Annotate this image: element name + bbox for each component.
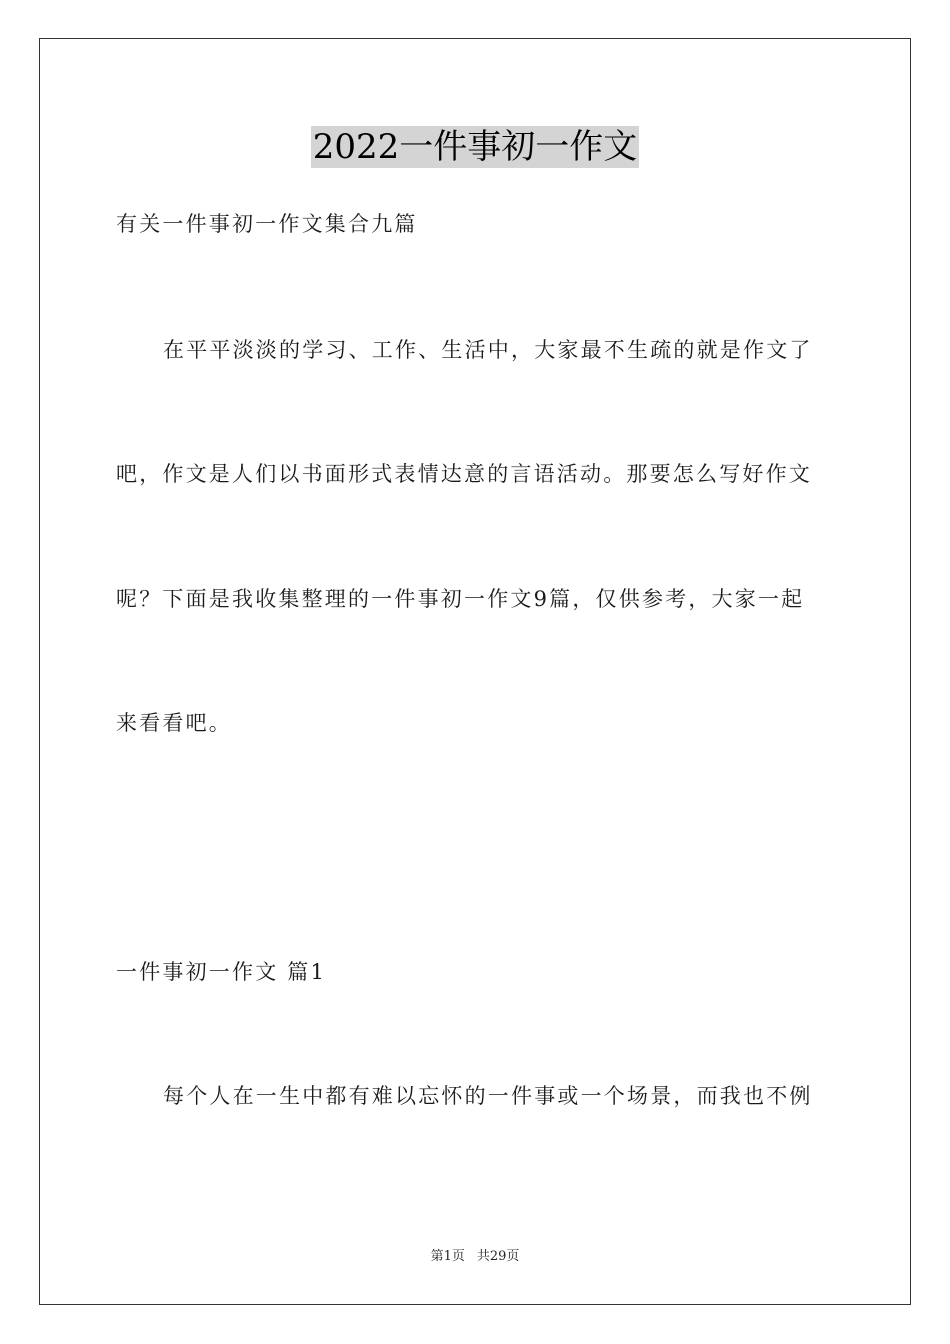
intro-line-3: 呢？下面是我收集整理的一件事初一作文9篇，仅供参考，大家一起 xyxy=(116,587,805,611)
section-heading: 一件事初一作文 篇1 xyxy=(116,960,327,984)
document-title-container xyxy=(0,126,950,168)
page-footer xyxy=(0,1248,950,1266)
intro-line-2: 吧，作文是人们以书面形式表情达意的言语活动。那要怎么写好作文 xyxy=(116,462,812,486)
intro-line-4: 来看看吧。 xyxy=(116,711,232,735)
page-number-total: 共29页 xyxy=(476,1249,520,1264)
document-title: 2022一件事初一作文 xyxy=(312,127,638,167)
section-first-line: 每个人在一生中都有难以忘怀的一件事或一个场景，而我也不例 xyxy=(163,1084,813,1108)
document-subtitle: 有关一件事初一作文集合九篇 xyxy=(116,212,418,236)
page-number-current: 第1页 xyxy=(430,1249,465,1264)
intro-line-1: 在平平淡淡的学习、工作、生活中，大家最不生疏的就是作文了 xyxy=(163,338,813,362)
